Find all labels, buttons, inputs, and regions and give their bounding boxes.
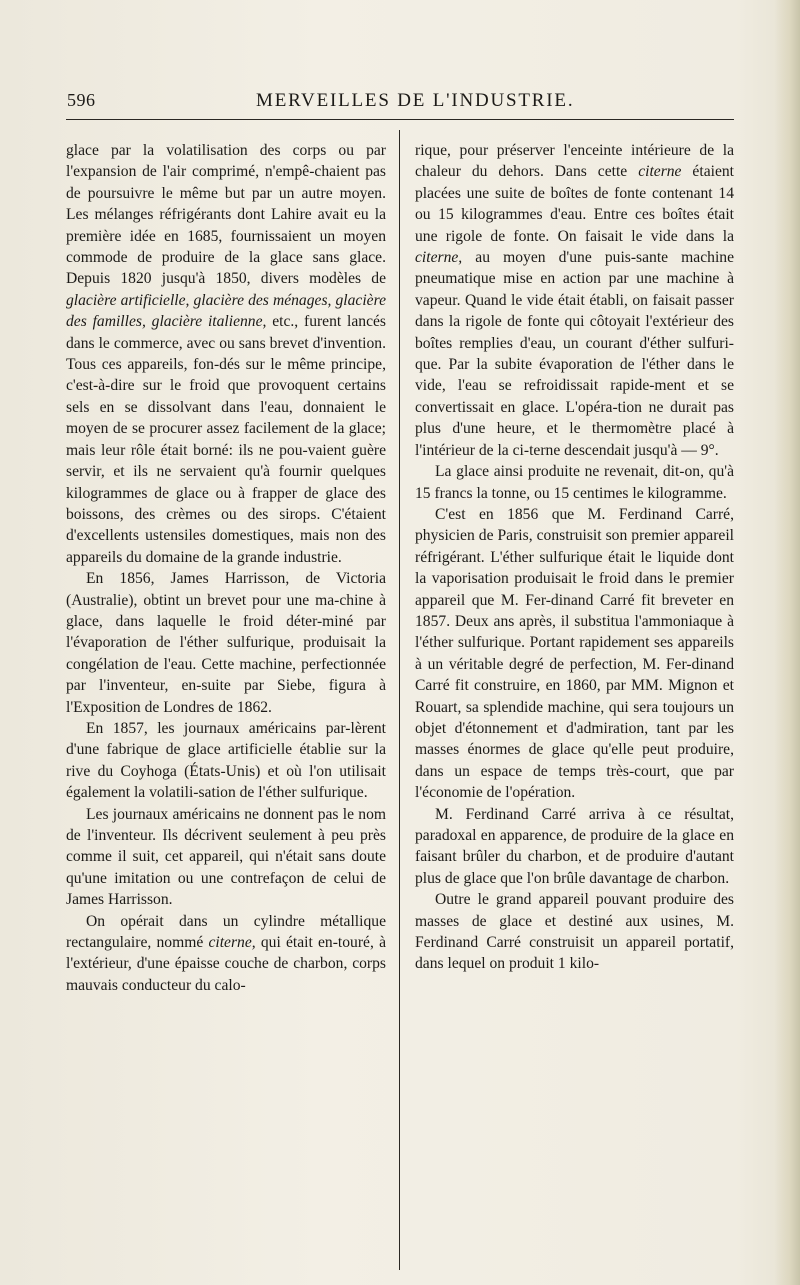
paragraph: rique, pour préserver l'enceinte intérieure de la chaleur du dehors. Dans cette citerne étaient placées une suite de boîtes de fonte contenant 14 ou 15 kilogrammes d'eau. Entre ces boîtes était une rigole de fonte. On faisait le vide dans la citerne, au moyen d'une puis-sante machine pneumatique mise en action par une machine à vapeur. Quand le vide était établi, on faisait passer dans la rigole de fonte qui côtoyait l'extérieur des boîtes remplies d'eau, un courant d'éther sulfuri-que. Par la subite évaporation de l'éther dans le vide, l'eau se refroidissait rapide-ment et se convertissait en glace. L'opéra-tion ne durait pas plus d'une heure, et le thermomètre placé à l'intérieur de la ci-terne descendait jusqu'à — 9°.	[415, 142, 734, 459]
emphasis: citerne,	[415, 249, 463, 267]
emphasis: citerne	[638, 163, 682, 181]
paragraph: En 1857, les journaux américains par-lèrent d'une fabrique de glace artificielle établie sur la rive du Coyhoga (États-Unis) et où l'on utilisait également la volatili-sation de l'éther sulfurique.	[66, 719, 386, 802]
right-column	[415, 140, 734, 975]
left-column	[66, 140, 386, 996]
page-edge-shadow	[774, 0, 800, 1285]
emphasis: citerne,	[208, 934, 256, 952]
column-divider	[399, 130, 400, 1270]
running-title: MERVEILLES DE L'INDUSTRIE.	[256, 90, 575, 111]
emphasis: glacière artificielle, glacière des ménages, glacière des familles, glacière italienne,	[66, 291, 386, 331]
paragraph: Les journaux américains ne donnent pas le nom de l'inventeur. Ils décrivent seulement à peu près comme il suit, cet appareil, qui n'était sans doute qu'une imitation ou une contrefaçon de celui de James Harrisson.	[66, 805, 386, 909]
paragraph: En 1856, James Harrisson, de Victoria (Australie), obtint un brevet pour une ma-chine à glace, dans laquelle le froid déter-miné par l'évaporation de l'éther sulfurique, produisait la congélation de l'eau. Cette machine, perfectionnée par l'inventeur, en-suite par Siebe, figura à l'Exposition de Londres de 1862.	[66, 570, 386, 716]
paragraph: On opérait dans un cylindre métallique rectangulaire, nommé citerne, qui était en-touré, à l'extérieur, d'une épaisse couche de charbon, corps mauvais conducteur du calo-	[66, 912, 386, 994]
paragraph: Outre le grand appareil pouvant produire des masses de glace et destiné aux usines, M. Ferdinand Carré construisit un appareil portatif, dans lequel on produit 1 kilo-	[415, 891, 734, 973]
paragraph: C'est en 1856 que M. Ferdinand Carré, physicien de Paris, construisit son premier appareil réfrigérant. L'éther sulfurique était le liquide dont la vaporisation produisait le froid dans le premier appareil que M. Fer-dinand Carré fit breveter en 1857. Deux ans après, il substitua l'ammoniaque à l'éther sulfurique. Portant rapidement ses appareils à un véritable degré de perfection, M. Fer-dinand Carré fit construire, en 1860, par MM. Mignon et Rouart, sa splendide machine, qui sera toujours un objet d'étonnement et d'admiration, tant par les masses énormes de glace qu'elle peut produire, dans un espace de temps très-court, que par l'économie de l'opération.	[415, 505, 734, 802]
paragraph: M. Ferdinand Carré arriva à ce résultat, paradoxal en apparence, de produire de la glace en faisant brûler du charbon, et de produire d'autant plus de glace que l'on brûle davantage de charbon.	[415, 805, 734, 887]
header-rule	[66, 119, 734, 120]
paragraph: La glace ainsi produite ne revenait, dit-on, qu'à 15 francs la tonne, ou 15 centimes le kilogramme.	[415, 463, 734, 502]
paragraph: glace par la volatilisation des corps ou par l'expansion de l'air comprimé, n'empê-chaient pas de poursuivre le même but par un autre moyen. Les mélanges réfrigérants dont Lahire avait eu la première idée en 1685, fournissaient un moyen commode de produire de la glace sans glace. Depuis 1820 jusqu'à 1850, divers modèles de glacière artificielle, glacière des ménages, glacière des familles, glacière italienne, etc., furent lancés dans le commerce, avec ou sans brevet d'invention. Tous ces appareils, fon-dés sur le même principe, c'est-à-dire sur le froid que provoquent certains sels en se dissolvant dans l'eau, donnaient le moyen de se procurer assez facilement de la glace; mais leur rôle était borné: ils ne pou-vaient guère servir, et ils ne servaient qu'à fournir quelques kilogrammes de glace ou à frapper de glace des boissons, des crèmes ou des sirops. C'étaient d'excellents ustensiles domestiques, mais non des appareils du domaine de la grande industrie.	[66, 142, 386, 566]
page-number: 596	[67, 90, 96, 110]
page-header	[20, 90, 790, 120]
